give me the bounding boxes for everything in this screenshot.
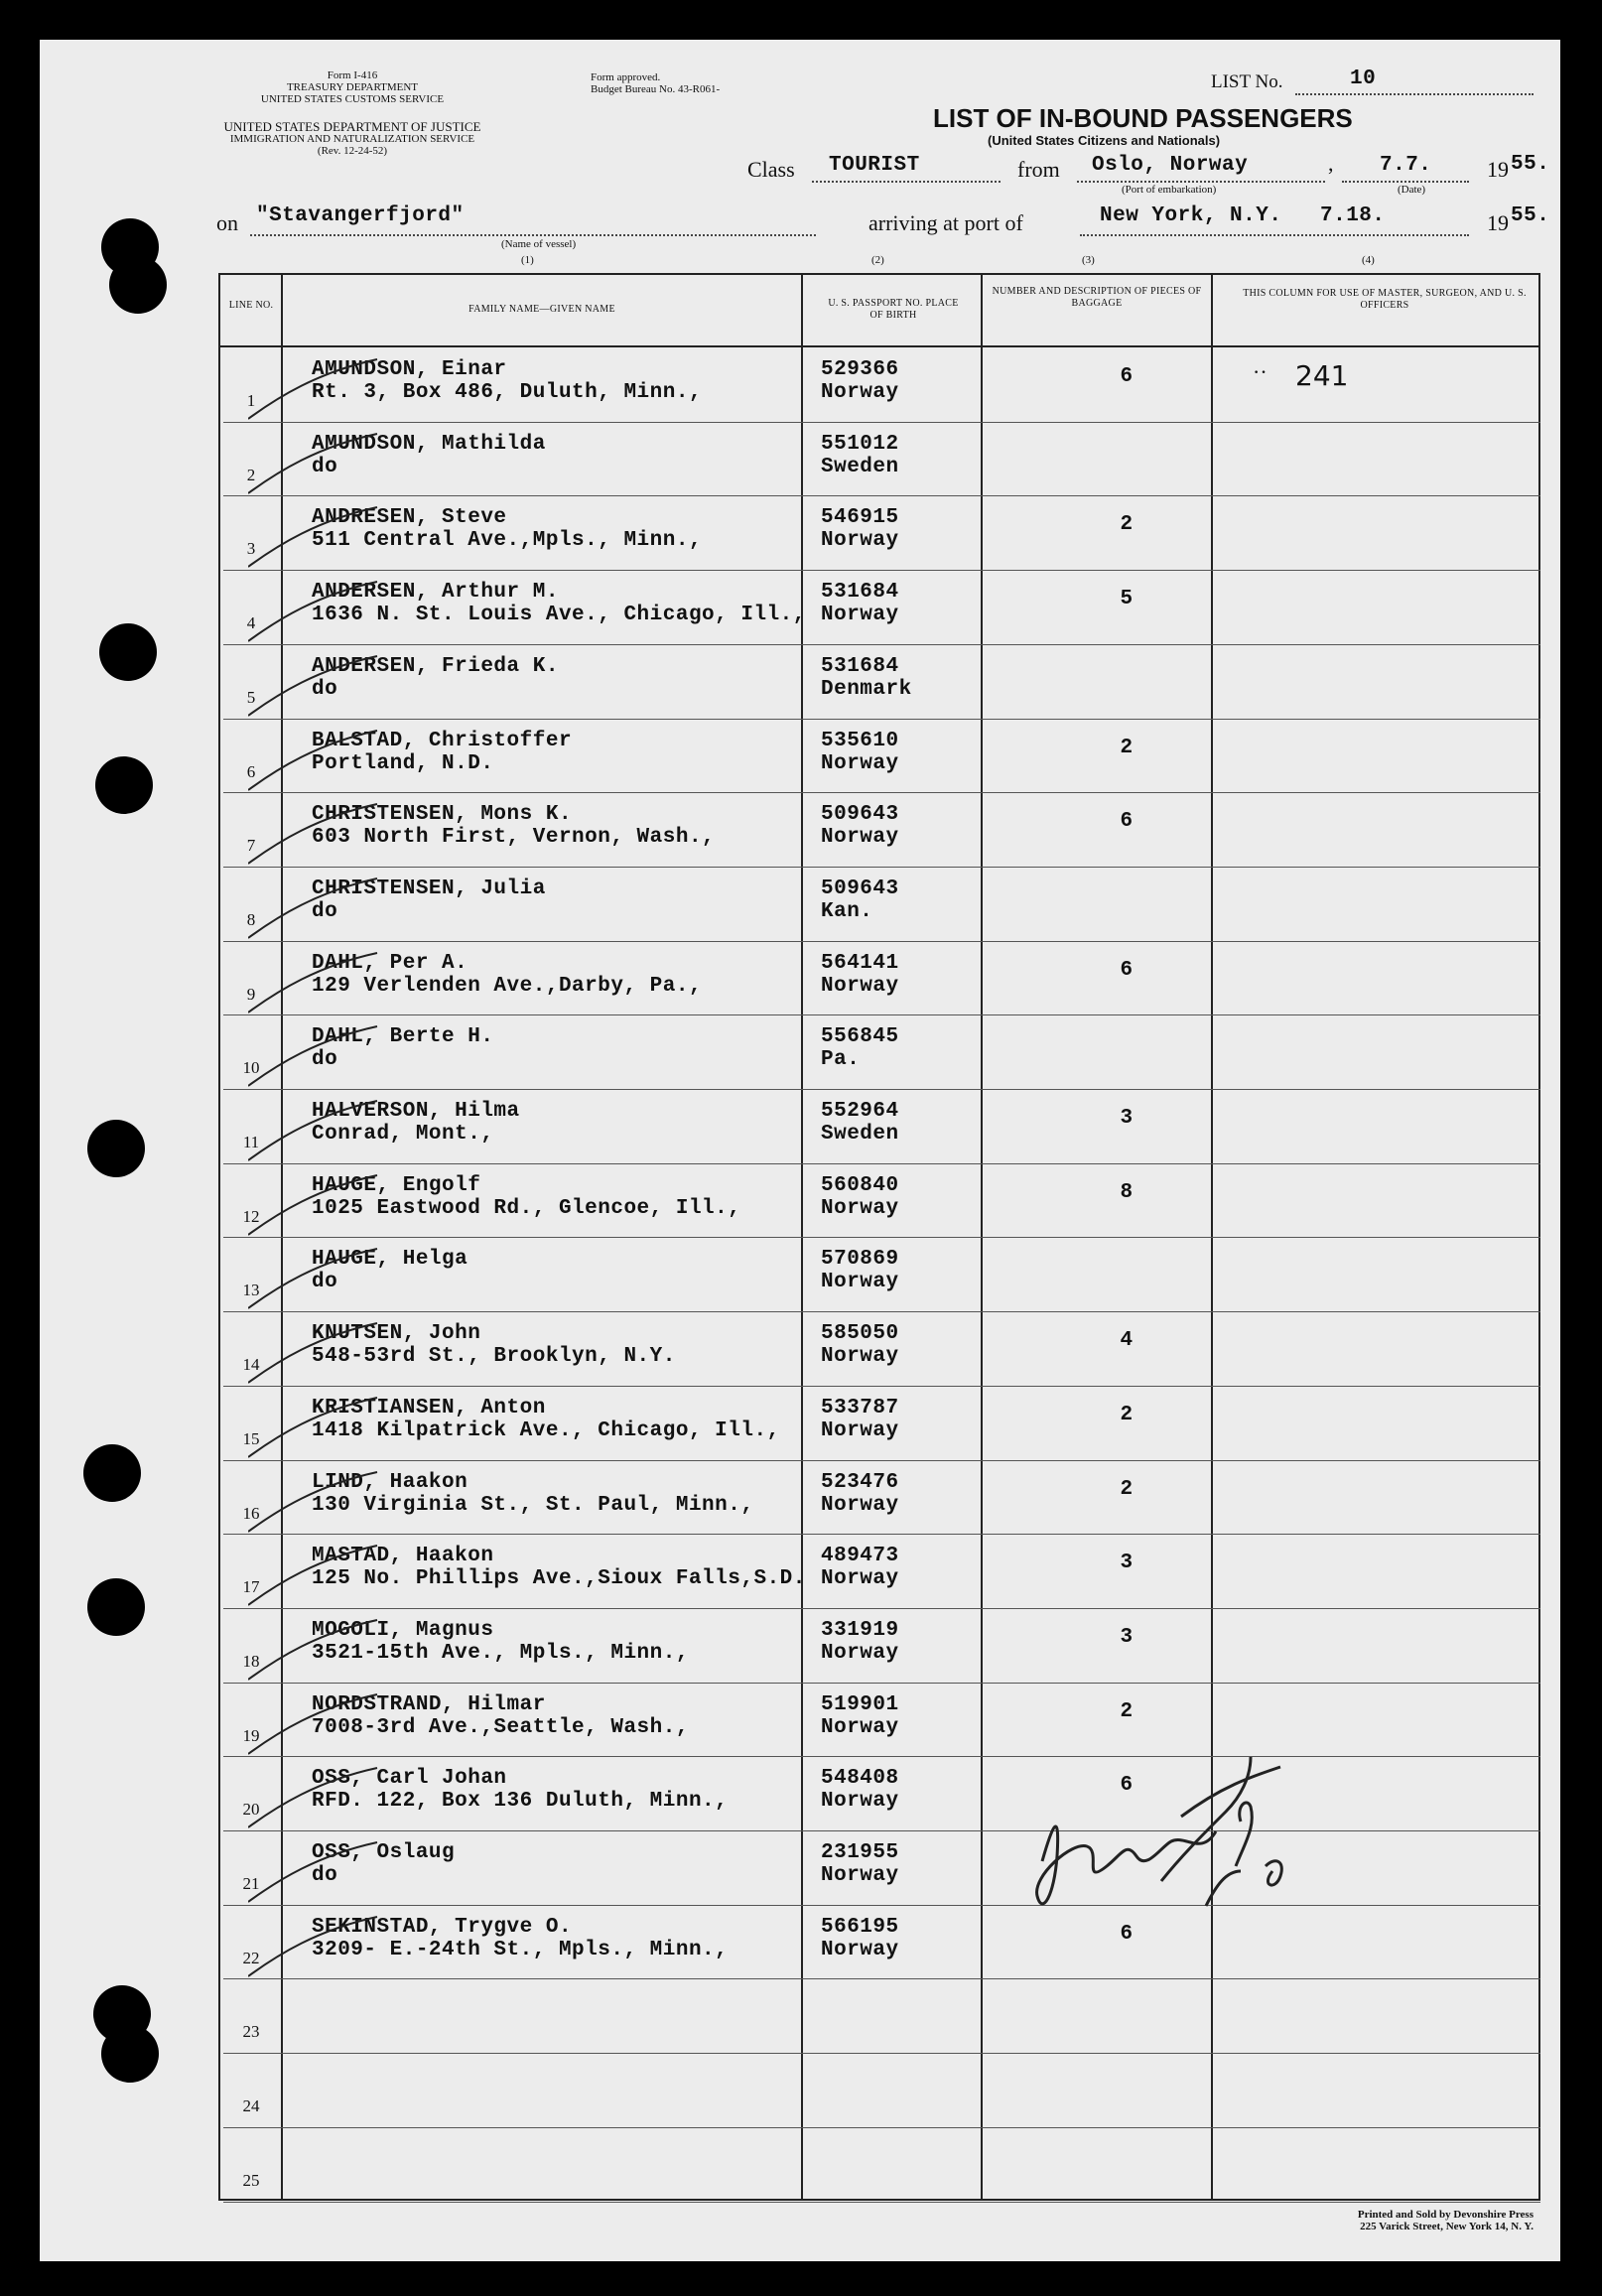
form-approved: Form approved.	[591, 71, 661, 83]
passport-number: 570869	[821, 1248, 899, 1272]
col-number-1: (1)	[521, 254, 534, 266]
printer-line-2: 225 Varick Street, New York 14, N. Y.	[1360, 2221, 1534, 2232]
passenger-name: LIND, Haakon	[312, 1470, 468, 1494]
passenger-address: 7008-3rd Ave.,Seattle, Wash.,	[312, 1715, 689, 1739]
punch-hole	[95, 756, 153, 814]
col-header-officers: THIS COLUMN FOR USE OF MASTER, SURGEON, AND U. S. OFFICERS	[1243, 288, 1527, 311]
passenger-name: MOGOLI, Magnus	[312, 1618, 494, 1642]
passenger-name: MASTAD, Haakon	[312, 1545, 494, 1568]
arrival-year-prefix: 19	[1487, 210, 1509, 235]
officer-note: 241	[1295, 359, 1349, 392]
passport-number: 531684	[821, 581, 899, 605]
row-divider	[223, 570, 1540, 571]
passenger-name: HALVERSON, Hilma	[312, 1100, 520, 1123]
arriving-label: arriving at port of	[868, 210, 1023, 235]
line-number: 25	[242, 2170, 260, 2190]
ins-service: IMMIGRATION AND NATURALIZATION SERVICE	[229, 133, 475, 145]
baggage-count: 6	[1120, 958, 1134, 982]
col-number-4: (4)	[1362, 254, 1375, 266]
check-mark	[248, 729, 387, 798]
row-divider	[223, 1830, 1540, 1831]
row-divider	[223, 1237, 1540, 1238]
passport-number: 546915	[821, 506, 899, 530]
line-number: 13	[242, 1281, 260, 1300]
check-mark	[248, 1396, 387, 1465]
row-divider	[223, 1978, 1540, 1979]
passenger-address: 511 Central Ave.,Mpls., Minn.,	[312, 529, 703, 553]
port-embarkation-caption: (Port of embarkation)	[1122, 184, 1217, 196]
arrival-date: 7.18.	[1320, 204, 1386, 227]
passenger-name: ANDRESEN, Steve	[312, 506, 507, 530]
list-no-label: LIST No.	[1211, 71, 1283, 92]
passport-number: 533787	[821, 1396, 899, 1419]
check-mark	[248, 802, 387, 872]
class-value: TOURIST	[829, 154, 920, 177]
list-no-value: 10	[1350, 68, 1377, 90]
baggage-count: 2	[1120, 513, 1134, 537]
check-mark	[248, 1321, 387, 1391]
budget-bureau: Budget Bureau No. 43-R061-	[591, 83, 721, 95]
passenger-name: NORDSTRAND, Hilmar	[312, 1692, 546, 1716]
passport-number: 548408	[821, 1767, 899, 1791]
handwritten-signature	[1012, 1747, 1320, 1946]
baggage-count: 5	[1120, 588, 1134, 611]
place-of-birth: Norway	[821, 974, 899, 998]
passenger-address: 125 No. Phillips Ave.,Sioux Falls,S.D.	[312, 1567, 806, 1591]
place-of-birth: Norway	[821, 1196, 899, 1220]
place-of-birth: Norway	[821, 529, 899, 553]
passenger-address: do	[312, 899, 338, 923]
printer-line-1: Printed and Sold by Devonshire Press	[1357, 2209, 1534, 2221]
place-of-birth: Norway	[821, 1790, 899, 1814]
passenger-address: 3521-15th Ave., Mpls., Minn.,	[312, 1641, 689, 1665]
passenger-address: 130 Virginia St., St. Paul, Minn.,	[312, 1493, 754, 1517]
col-header-baggage: NUMBER AND DESCRIPTION OF PIECES OF BAGGAGE	[992, 286, 1202, 309]
passenger-address: 129 Verlenden Ave.,Darby, Pa.,	[312, 974, 703, 998]
baggage-count: 3	[1120, 1625, 1134, 1649]
place-of-birth: Norway	[821, 1345, 899, 1369]
page-subtitle: (United States Citizens and Nationals)	[988, 133, 1221, 148]
line-number: 4	[246, 613, 256, 633]
place-of-birth: Sweden	[821, 1123, 899, 1146]
passport-number: 231955	[821, 1841, 899, 1864]
passenger-name: DAHL, Per A.	[312, 951, 468, 975]
printer-footer	[1236, 2209, 1534, 2232]
header-rule	[218, 345, 1540, 347]
passenger-address: RFD. 122, Box 136 Duluth, Minn.,	[312, 1790, 729, 1814]
place-of-birth: Pa.	[821, 1048, 861, 1072]
check-mark	[248, 432, 387, 501]
vessel-caption: (Name of vessel)	[501, 238, 577, 250]
list-no-line	[1295, 69, 1534, 95]
row-divider	[223, 1386, 1540, 1387]
line-number: 7	[246, 836, 256, 856]
place-of-birth: Norway	[821, 381, 899, 404]
passport-number: 552964	[821, 1100, 899, 1123]
place-of-birth: Denmark	[821, 677, 912, 701]
line-number: 14	[242, 1355, 260, 1375]
row-divider	[223, 1014, 1540, 1015]
place-of-birth: Norway	[821, 1271, 899, 1294]
passenger-name: CHRISTENSEN, Mons K.	[312, 803, 573, 827]
passport-number: 531684	[821, 654, 899, 678]
line-number: 6	[246, 761, 256, 781]
passenger-name: OSS, Oslaug	[312, 1841, 456, 1864]
comma-separator: ,	[1328, 151, 1334, 176]
check-mark	[248, 580, 387, 649]
col-header-name: FAMILY NAME—GIVEN NAME	[468, 304, 615, 315]
place-of-birth: Norway	[821, 1864, 899, 1887]
row-divider	[223, 1905, 1540, 1906]
punch-hole	[99, 623, 157, 681]
baggage-count: 2	[1120, 736, 1134, 759]
passport-number: 556845	[821, 1025, 899, 1049]
row-divider	[223, 792, 1540, 793]
arrival-year: 55.	[1511, 204, 1550, 227]
col-header-passport: U. S. PASSPORT NO. PLACE OF BIRTH	[828, 298, 959, 321]
passenger-address: do	[312, 1271, 338, 1294]
justice-dept: UNITED STATES DEPARTMENT OF JUSTICE	[223, 119, 481, 134]
passport-number: 519901	[821, 1692, 899, 1716]
baggage-count: 2	[1120, 1699, 1134, 1723]
line-number: 18	[242, 1651, 260, 1671]
passenger-name: HAUGE, Helga	[312, 1248, 468, 1272]
check-mark	[248, 505, 387, 575]
line-number: 24	[242, 2096, 260, 2116]
passenger-address: do	[312, 1864, 338, 1887]
check-mark	[248, 1692, 387, 1762]
row-divider	[223, 1756, 1540, 1757]
approval-block	[591, 71, 720, 95]
baggage-count: 8	[1120, 1180, 1134, 1204]
form-number: Form I-416	[327, 69, 378, 81]
row-divider	[223, 1311, 1540, 1312]
passport-number: 331919	[821, 1618, 899, 1642]
line-number: 17	[242, 1577, 260, 1597]
passenger-name: BALSTAD, Christoffer	[312, 729, 573, 752]
row-divider	[223, 644, 1540, 645]
check-mark	[248, 1840, 387, 1910]
baggage-count: 6	[1120, 1922, 1134, 1946]
line-number: 10	[242, 1058, 260, 1078]
passenger-name: OSS, Carl Johan	[312, 1767, 507, 1791]
row-divider	[223, 719, 1540, 720]
check-mark	[248, 1247, 387, 1316]
treasury-dept: TREASURY DEPARTMENT	[286, 81, 419, 93]
row-divider	[223, 495, 1540, 496]
row-divider	[223, 2202, 1540, 2203]
passenger-name: CHRISTENSEN, Julia	[312, 877, 546, 900]
form-block	[243, 69, 462, 105]
baggage-count: 6	[1120, 810, 1134, 834]
date-caption: (Date)	[1398, 184, 1426, 196]
row-divider	[223, 1683, 1540, 1684]
place-of-birth: Norway	[821, 1493, 899, 1517]
place-of-birth: Norway	[821, 1418, 899, 1442]
baggage-count: 6	[1120, 1774, 1134, 1798]
punch-hole	[101, 2025, 159, 2083]
passport-number: 535610	[821, 729, 899, 752]
punch-hole	[109, 256, 167, 314]
check-mark	[248, 357, 387, 427]
line-number: 1	[246, 391, 256, 410]
place-of-birth: Norway	[821, 604, 899, 627]
check-mark	[248, 1766, 387, 1835]
punch-hole	[87, 1120, 145, 1177]
passenger-name: HAUGE, Engolf	[312, 1173, 481, 1197]
passenger-address: 1418 Kilpatrick Ave., Chicago, Ill.,	[312, 1418, 780, 1442]
line-number: 20	[242, 1800, 260, 1820]
passport-number: 585050	[821, 1322, 899, 1346]
passenger-name: SEKINSTAD, Trygve O.	[312, 1915, 573, 1939]
passenger-address: 1636 N. St. Louis Ave., Chicago, Ill.,	[312, 604, 806, 627]
check-mark	[248, 1024, 387, 1094]
line-number: 23	[242, 2022, 260, 2042]
arrival-port: New York, N.Y.	[1100, 204, 1282, 227]
embark-year: 55.	[1511, 153, 1550, 176]
passenger-name: AMUNDSON, Mathilda	[312, 432, 546, 456]
line-number: 5	[246, 687, 256, 707]
row-divider	[223, 2053, 1540, 2054]
check-mark	[248, 877, 387, 946]
check-mark	[248, 654, 387, 724]
passport-number: 529366	[821, 358, 899, 381]
row-divider	[223, 941, 1540, 942]
passport-number: 566195	[821, 1915, 899, 1939]
passenger-address: Rt. 3, Box 486, Duluth, Minn.,	[312, 381, 703, 404]
passenger-address: Conrad, Mont.,	[312, 1123, 494, 1146]
passenger-name: ANDERSEN, Arthur M.	[312, 581, 559, 605]
passport-number: 509643	[821, 803, 899, 827]
line-number: 21	[242, 1874, 260, 1893]
place-of-birth: Norway	[821, 751, 899, 775]
on-label: on	[216, 210, 238, 235]
embark-year-prefix: 19	[1487, 157, 1509, 182]
form-revision: (Rev. 12-24-52)	[317, 145, 388, 157]
line-number: 3	[246, 539, 256, 559]
check-mark	[248, 1618, 387, 1688]
passport-number: 564141	[821, 951, 899, 975]
passenger-name: DAHL, Berte H.	[312, 1025, 494, 1049]
manifest-sheet	[40, 40, 1560, 2261]
place-of-birth: Norway	[821, 1938, 899, 1961]
line-number: 19	[242, 1725, 260, 1745]
row-divider	[223, 1460, 1540, 1461]
passenger-name: AMUNDSON, Einar	[312, 358, 507, 381]
line-number: 16	[242, 1503, 260, 1523]
check-mark	[248, 1915, 387, 1984]
class-label: Class	[747, 157, 795, 182]
passenger-address: do	[312, 1048, 338, 1072]
place-of-birth: Sweden	[821, 455, 899, 478]
row-divider	[223, 422, 1540, 423]
from-label: from	[1017, 157, 1060, 182]
check-mark	[248, 951, 387, 1020]
check-mark	[248, 1099, 387, 1168]
passenger-name: ANDERSEN, Frieda K.	[312, 654, 559, 678]
place-of-birth: Kan.	[821, 899, 873, 923]
baggage-count: 3	[1120, 1552, 1134, 1575]
justice-block	[208, 121, 496, 157]
page-title: LIST OF IN-BOUND PASSENGERS	[933, 103, 1353, 133]
row-divider	[223, 1089, 1540, 1090]
passenger-address: 3209- E.-24th St., Mpls., Minn.,	[312, 1938, 729, 1961]
punch-hole	[87, 1578, 145, 1636]
place-of-birth: Norway	[821, 1641, 899, 1665]
officer-dots: ··	[1253, 359, 1268, 384]
check-mark	[248, 1544, 387, 1613]
baggage-count: 3	[1120, 1107, 1134, 1130]
passenger-address: 548-53rd St., Brooklyn, N.Y.	[312, 1345, 676, 1369]
row-divider	[223, 2127, 1540, 2128]
col-header-line: LINE NO.	[228, 300, 274, 311]
baggage-count: 2	[1120, 1477, 1134, 1501]
baggage-count: 4	[1120, 1329, 1134, 1353]
row-divider	[223, 1608, 1540, 1609]
passport-number: 489473	[821, 1545, 899, 1568]
row-divider	[223, 867, 1540, 868]
place-of-birth: Norway	[821, 826, 899, 850]
check-mark	[248, 1173, 387, 1243]
passport-number: 523476	[821, 1470, 899, 1494]
passenger-name: KNUTSEN, John	[312, 1322, 481, 1346]
passport-number: 551012	[821, 432, 899, 456]
line-number: 2	[246, 465, 256, 484]
baggage-count: 2	[1120, 1403, 1134, 1426]
passenger-address: 1025 Eastwood Rd., Glencoe, Ill.,	[312, 1196, 741, 1220]
passenger-name: KRISTIANSEN, Anton	[312, 1396, 546, 1419]
line-number: 22	[242, 1948, 260, 1967]
passenger-address: Portland, N.D.	[312, 751, 494, 775]
place-of-birth: Norway	[821, 1567, 899, 1591]
passenger-address: do	[312, 677, 338, 701]
col-number-3: (3)	[1082, 254, 1095, 266]
customs-service: UNITED STATES CUSTOMS SERVICE	[260, 93, 445, 105]
line-number: 11	[242, 1133, 260, 1151]
passport-number: 509643	[821, 877, 899, 900]
line-number: 9	[246, 984, 256, 1004]
baggage-count: 6	[1120, 365, 1134, 388]
passport-number: 560840	[821, 1173, 899, 1197]
place-of-birth: Norway	[821, 1715, 899, 1739]
line-number: 8	[246, 909, 256, 929]
line-number: 12	[242, 1206, 260, 1226]
passenger-address: 603 North First, Vernon, Wash.,	[312, 826, 716, 850]
vessel-name: "Stavangerfjord"	[256, 204, 465, 227]
line-number: 15	[242, 1428, 260, 1448]
check-mark	[248, 1470, 387, 1540]
embark-date: 7.7.	[1380, 154, 1432, 177]
from-value: Oslo, Norway	[1092, 154, 1249, 177]
passenger-address: do	[312, 455, 338, 478]
row-divider	[223, 1163, 1540, 1164]
punch-hole	[83, 1444, 141, 1502]
row-divider	[223, 1534, 1540, 1535]
col-number-2: (2)	[871, 254, 884, 266]
